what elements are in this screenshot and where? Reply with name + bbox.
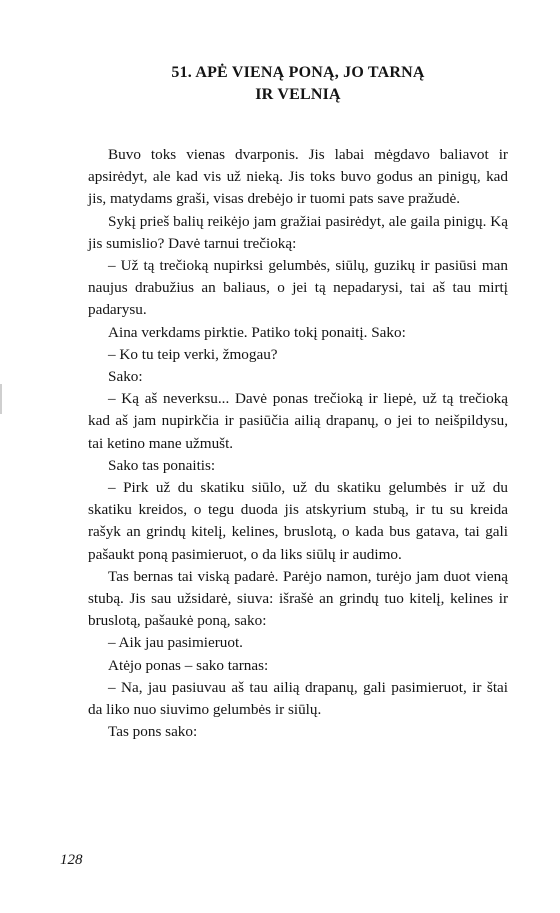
paragraph: Tas bernas tai viską padarė. Parėjo namon, turėjo jam duot vieną stubą. Jis sau užsidarė, siuva: išrašė an grindų tuo kitelį, kelines ir bruslotą, pašaukė poną, sako: bbox=[88, 567, 508, 630]
scan-edge-mark bbox=[0, 384, 2, 414]
paragraph: – Na, jau pasiuvau aš tau ailią drapanų, gali pasimieruot, ir štai da liko nuo siuvimo gelumbės ir siūlų. bbox=[88, 678, 508, 719]
paragraph: Sako tas ponaitis: bbox=[108, 456, 216, 474]
paragraph: Sykį prieš balių reikėjo jam gražiai pasirėdyt, ale gaila pinigų. Ką jis sumislio? Davė tarnui trečioką: bbox=[88, 212, 508, 252]
paragraph: – Ko tu teip verki, žmogau? bbox=[108, 345, 278, 363]
paragraph: – Ką aš neverksu... Davė ponas trečioką ir liepė, už tą trečioką kad aš jam nupirkčia ir pasiūčia ailią drapanų, o jei to neišpildysu, tai ketino mane užmušt. bbox=[88, 390, 508, 452]
paragraph: Atėjo ponas – sako tarnas: bbox=[108, 656, 269, 674]
paragraph: – Pirk už du skatiku siūlo, už du skatiku gelumbės ir už du skatiku kreidos, o tegu duoda jis atskyrium stubą, ir tu su kreida rašyk an grindų kitelį, kelines, bruslotą, o kada bus gatava, tai gali pašaukt poną pasimieruot, o da liks siūlų ir audimo. bbox=[88, 479, 508, 563]
paragraph: – Aik jau pasimieruot. bbox=[108, 634, 243, 652]
paragraph: Tas pons sako: bbox=[108, 723, 198, 741]
story-title-line-1: 51. APĖ VIENĄ PONĄ, JO TARNĄ bbox=[171, 64, 425, 81]
story-title bbox=[88, 62, 508, 106]
story-body bbox=[88, 144, 508, 743]
page-number: 128 bbox=[60, 852, 83, 868]
paragraph: Aina verkdams pirktie. Patiko tokį ponaitį. Sako: bbox=[108, 323, 406, 341]
story-title-line-2: IR VELNIĄ bbox=[255, 86, 341, 103]
paragraph: – Už tą trečioką nupirksi gelumbės, siūlų, guzikų ir pasiūsi man naujus drabužius an baliaus, o jei tą nepadarysi, tai aš tau mirtį padarysu. bbox=[88, 257, 508, 319]
paragraph: Buvo toks vienas dvarponis. Jis labai mėgdavo baliavot ir apsirėdyt, ale kad vis už nieką. Jis toks buvo godus an pinigų, kad jis, matydams graši, visas drebėjo ir tuomi pats save pražudė. bbox=[88, 146, 508, 208]
book-page bbox=[88, 62, 508, 743]
paragraph: Sako: bbox=[108, 368, 143, 386]
